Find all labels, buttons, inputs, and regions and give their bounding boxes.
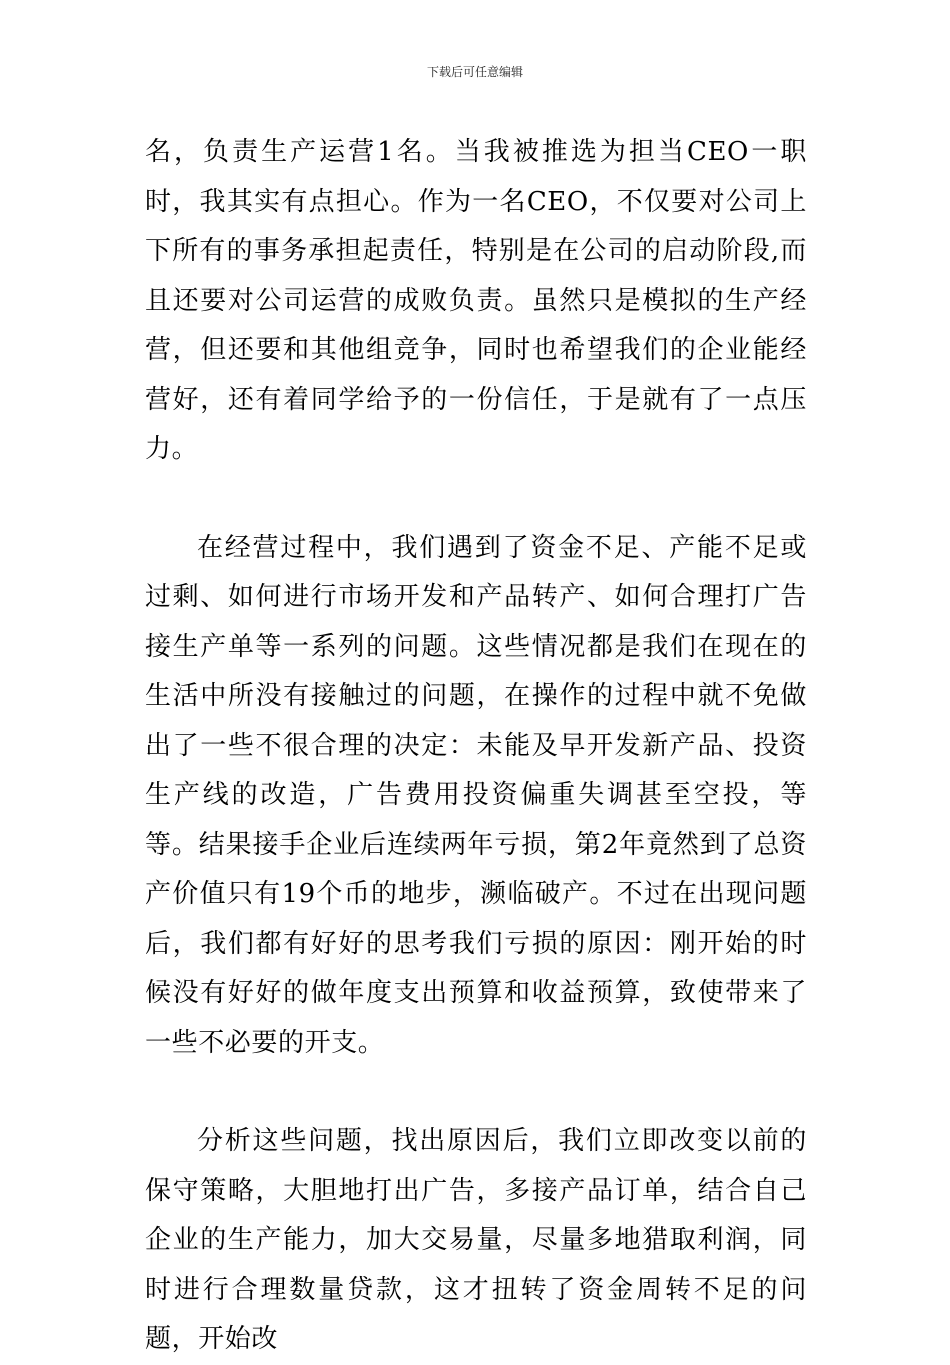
document-body [145, 128, 807, 1365]
page-header-note: 下载后可任意编辑 [426, 65, 523, 79]
paragraph-continuation: 名，负责生产运营1名。当我被推选为担当CEO一职时，我其实有点担心。作为一名CEO，不仅要对公司上下所有的事务承担起责任，特别是在公司的启动阶段,而且还要对公司运营的成败负责。虽然只是模拟的生产经营，但还要和其他组竞争，同时也希望我们的企业能经营好，还有着同学给予的一份信任，于是就有了一点压力。 [145, 137, 807, 464]
paragraph-operations-problems: 在经营过程中，我们遇到了资金不足、产能不足或过剩、如何进行市场开发和产品转产、如何合理打广告接生产单等一系列的问题。这些情况都是我们在现在的生活中所没有接触过的问题，在操作的过程中就不免做出了一些不很合理的决定：未能及早开发新产品、投资生产线的改造，广告费用投资偏重失调甚至空投，等等。结果接手企业后连续两年亏损，第2年竟然到了总资产价值只有19个币的地步，濒临破产。不过在出现问题后，我们都有好好的思考我们亏损的原因：刚开始的时候没有好好的做年度支出预算和收益预算，致使带来了一些不必要的开支。 [145, 532, 807, 1058]
paragraph-analysis-strategy: 分析这些问题，找出原因后，我们立即改变以前的保守策略，大胆地打出广告，多接产品订单，结合自己企业的生产能力，加大交易量，尽量多地猎取利润，同时进行合理数量贷款，这才扭转了资金周转不足的问题，开始改 [145, 1126, 807, 1354]
